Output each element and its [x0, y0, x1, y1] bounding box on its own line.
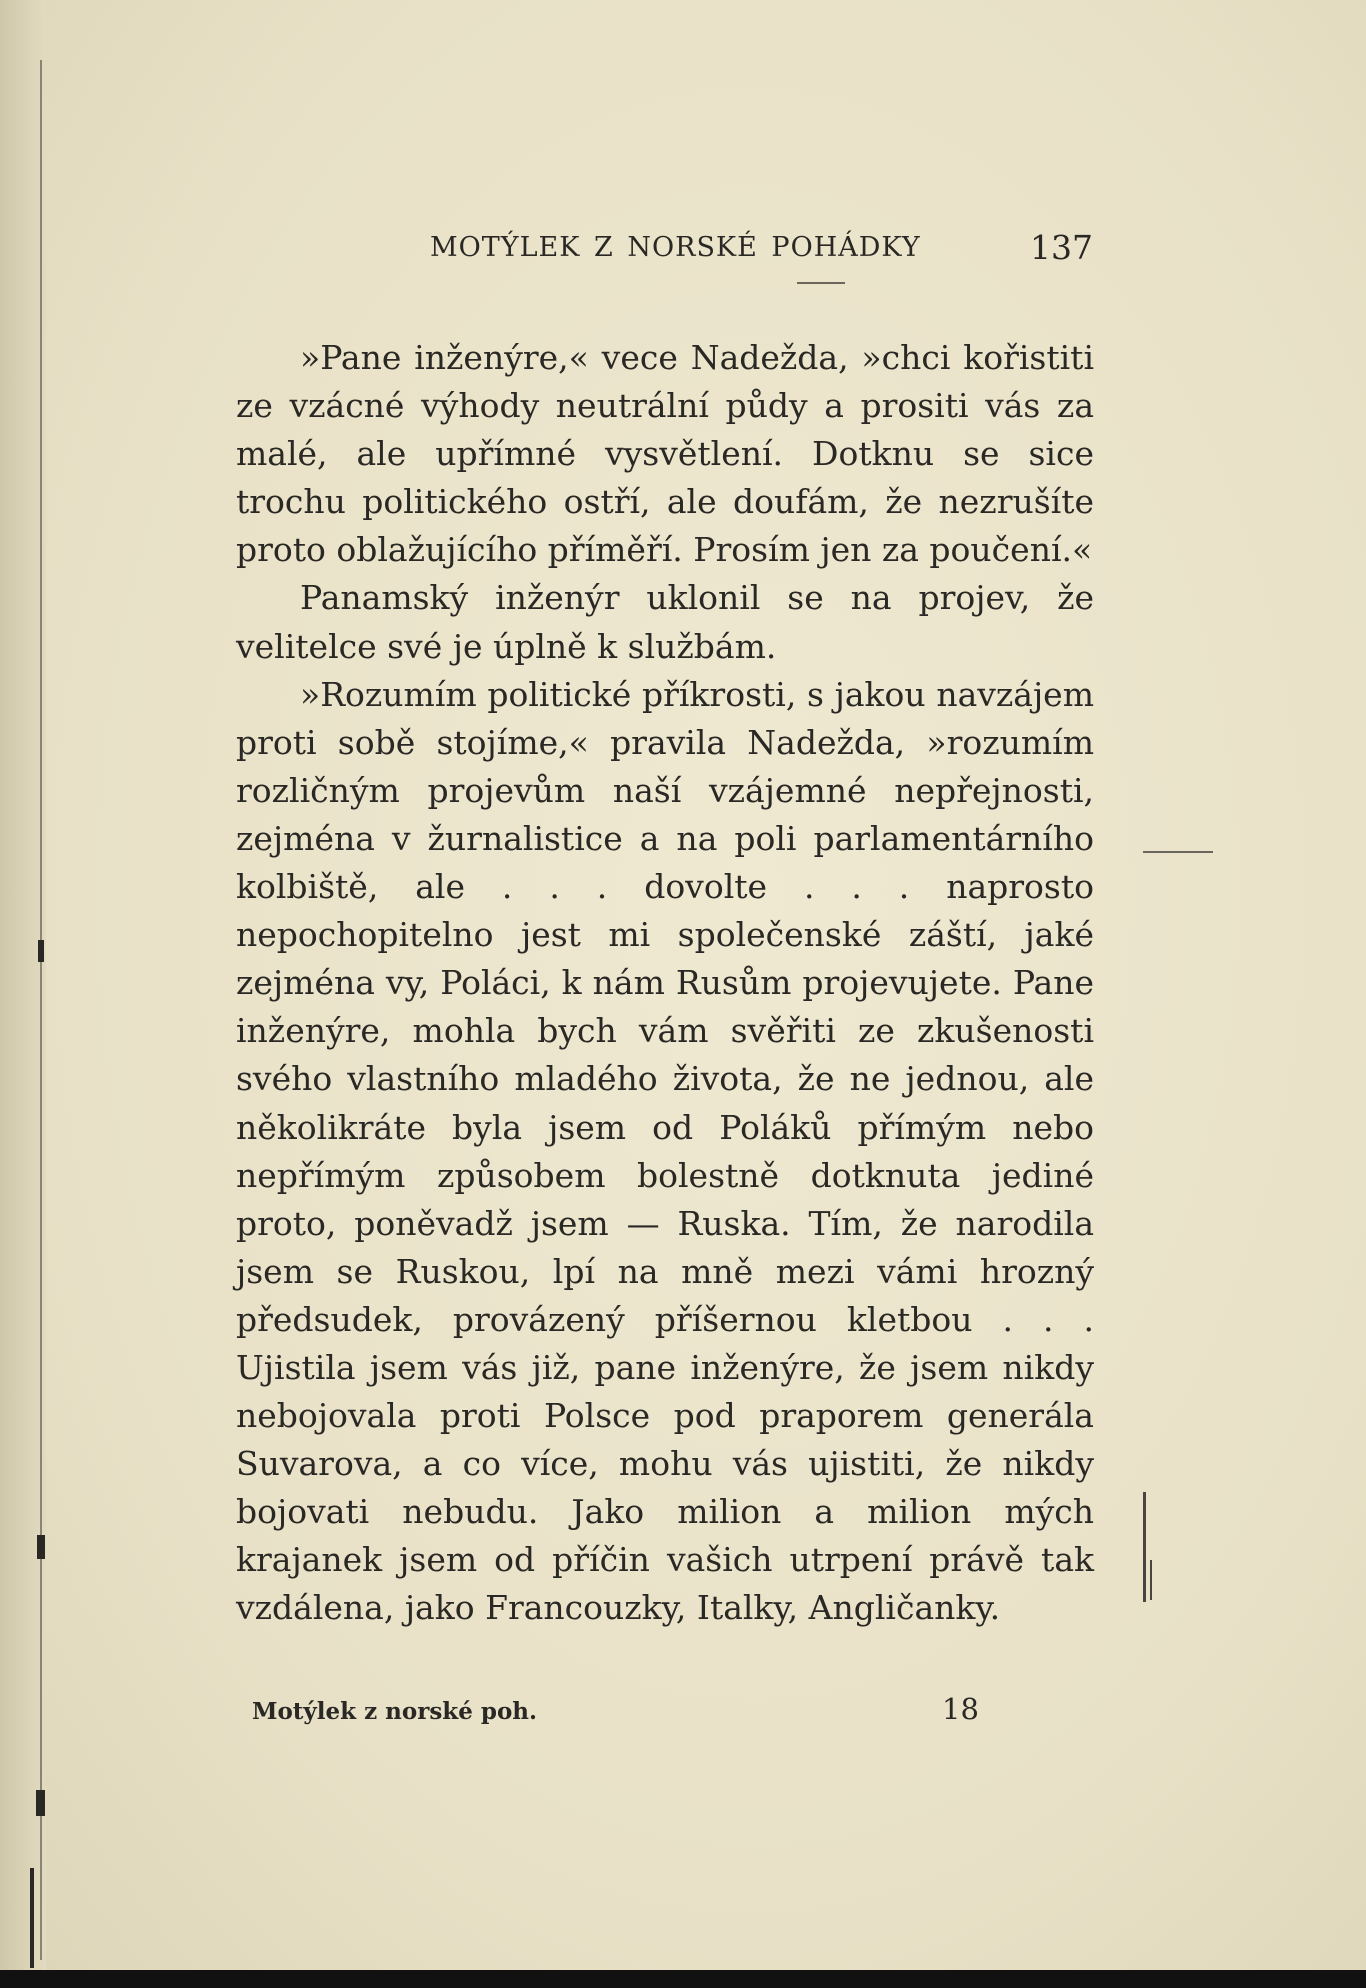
gutter-mark — [30, 1868, 34, 1968]
page-number: 137 — [1030, 228, 1093, 267]
paragraph: Panamský inženýr uklonil se na projev, že velitelce své je úplně k službám. — [236, 578, 1094, 666]
paragraph: »Pane inženýre,« vece Nadežda, »chci kořistiti ze vzácné výhody neutrální půdy a prositi vás za malé, ale upřímné vysvětlení. Dotknu se sice trochu politického ostří, ale doufám, že nezrušíte proto oblažujícího příměří. Prosím jen za poučení.« — [236, 338, 1094, 570]
header-rule — [797, 282, 845, 284]
margin-bar — [1143, 1492, 1146, 1602]
scan-bottom-edge — [0, 1970, 1366, 1988]
signature-mark: Motýlek z norské poh. — [252, 1698, 538, 1725]
margin-bar — [1150, 1560, 1152, 1600]
gutter-mark — [38, 940, 44, 962]
gutter-mark — [37, 1535, 45, 1559]
gutter-line — [40, 60, 42, 1960]
binding-edge — [0, 0, 46, 1988]
page-footer — [252, 1692, 1012, 1732]
page-header — [430, 228, 1110, 268]
margin-dash — [1143, 851, 1213, 853]
body-text — [236, 334, 1094, 1633]
paragraph: »Rozumím politické příkrosti, s jakou navzájem proti sobě stojíme,« pravila Nadežda, »rozumím rozličným projevům naší vzájemné nepřejnosti, zejména v žurnalistice a na poli parlamentárního kolbiště, ale . . . dovolte . . . naprosto nepochopitelno jest mi společenské záští, jaké zejména vy, Poláci, k nám Rusům projevujete. Pane inženýre, mohla bych vám svěřiti ze zkušenosti svého vlastního mladého života, že ne jednou, ale několikráte byla jsem od Poláků přímým nebo nepřímým způsobem bolestně dotknuta jediné proto, poněvadž jsem — Ruska. Tím, že narodila jsem se Ruskou, lpí na mně mezi vámi hrozný předsudek, provázený příšernou kletbou . . . Ujistila jsem vás již, pane inženýre, že jsem nikdy nebojovala proti Polsce pod praporem generála Suvarova, a co více, mohu vás ujistiti, že nikdy bojovati nebudu. Jako milion a milion mých krajanek jsem od příčin vašich utrpení právě tak vzdálena, jako Francouzky, Italky, Angličanky. — [236, 674, 1094, 1628]
gutter-mark — [36, 1790, 45, 1816]
running-title: MOTÝLEK Z NORSKÉ POHÁDKY — [430, 232, 921, 263]
signature-number: 18 — [942, 1692, 979, 1726]
